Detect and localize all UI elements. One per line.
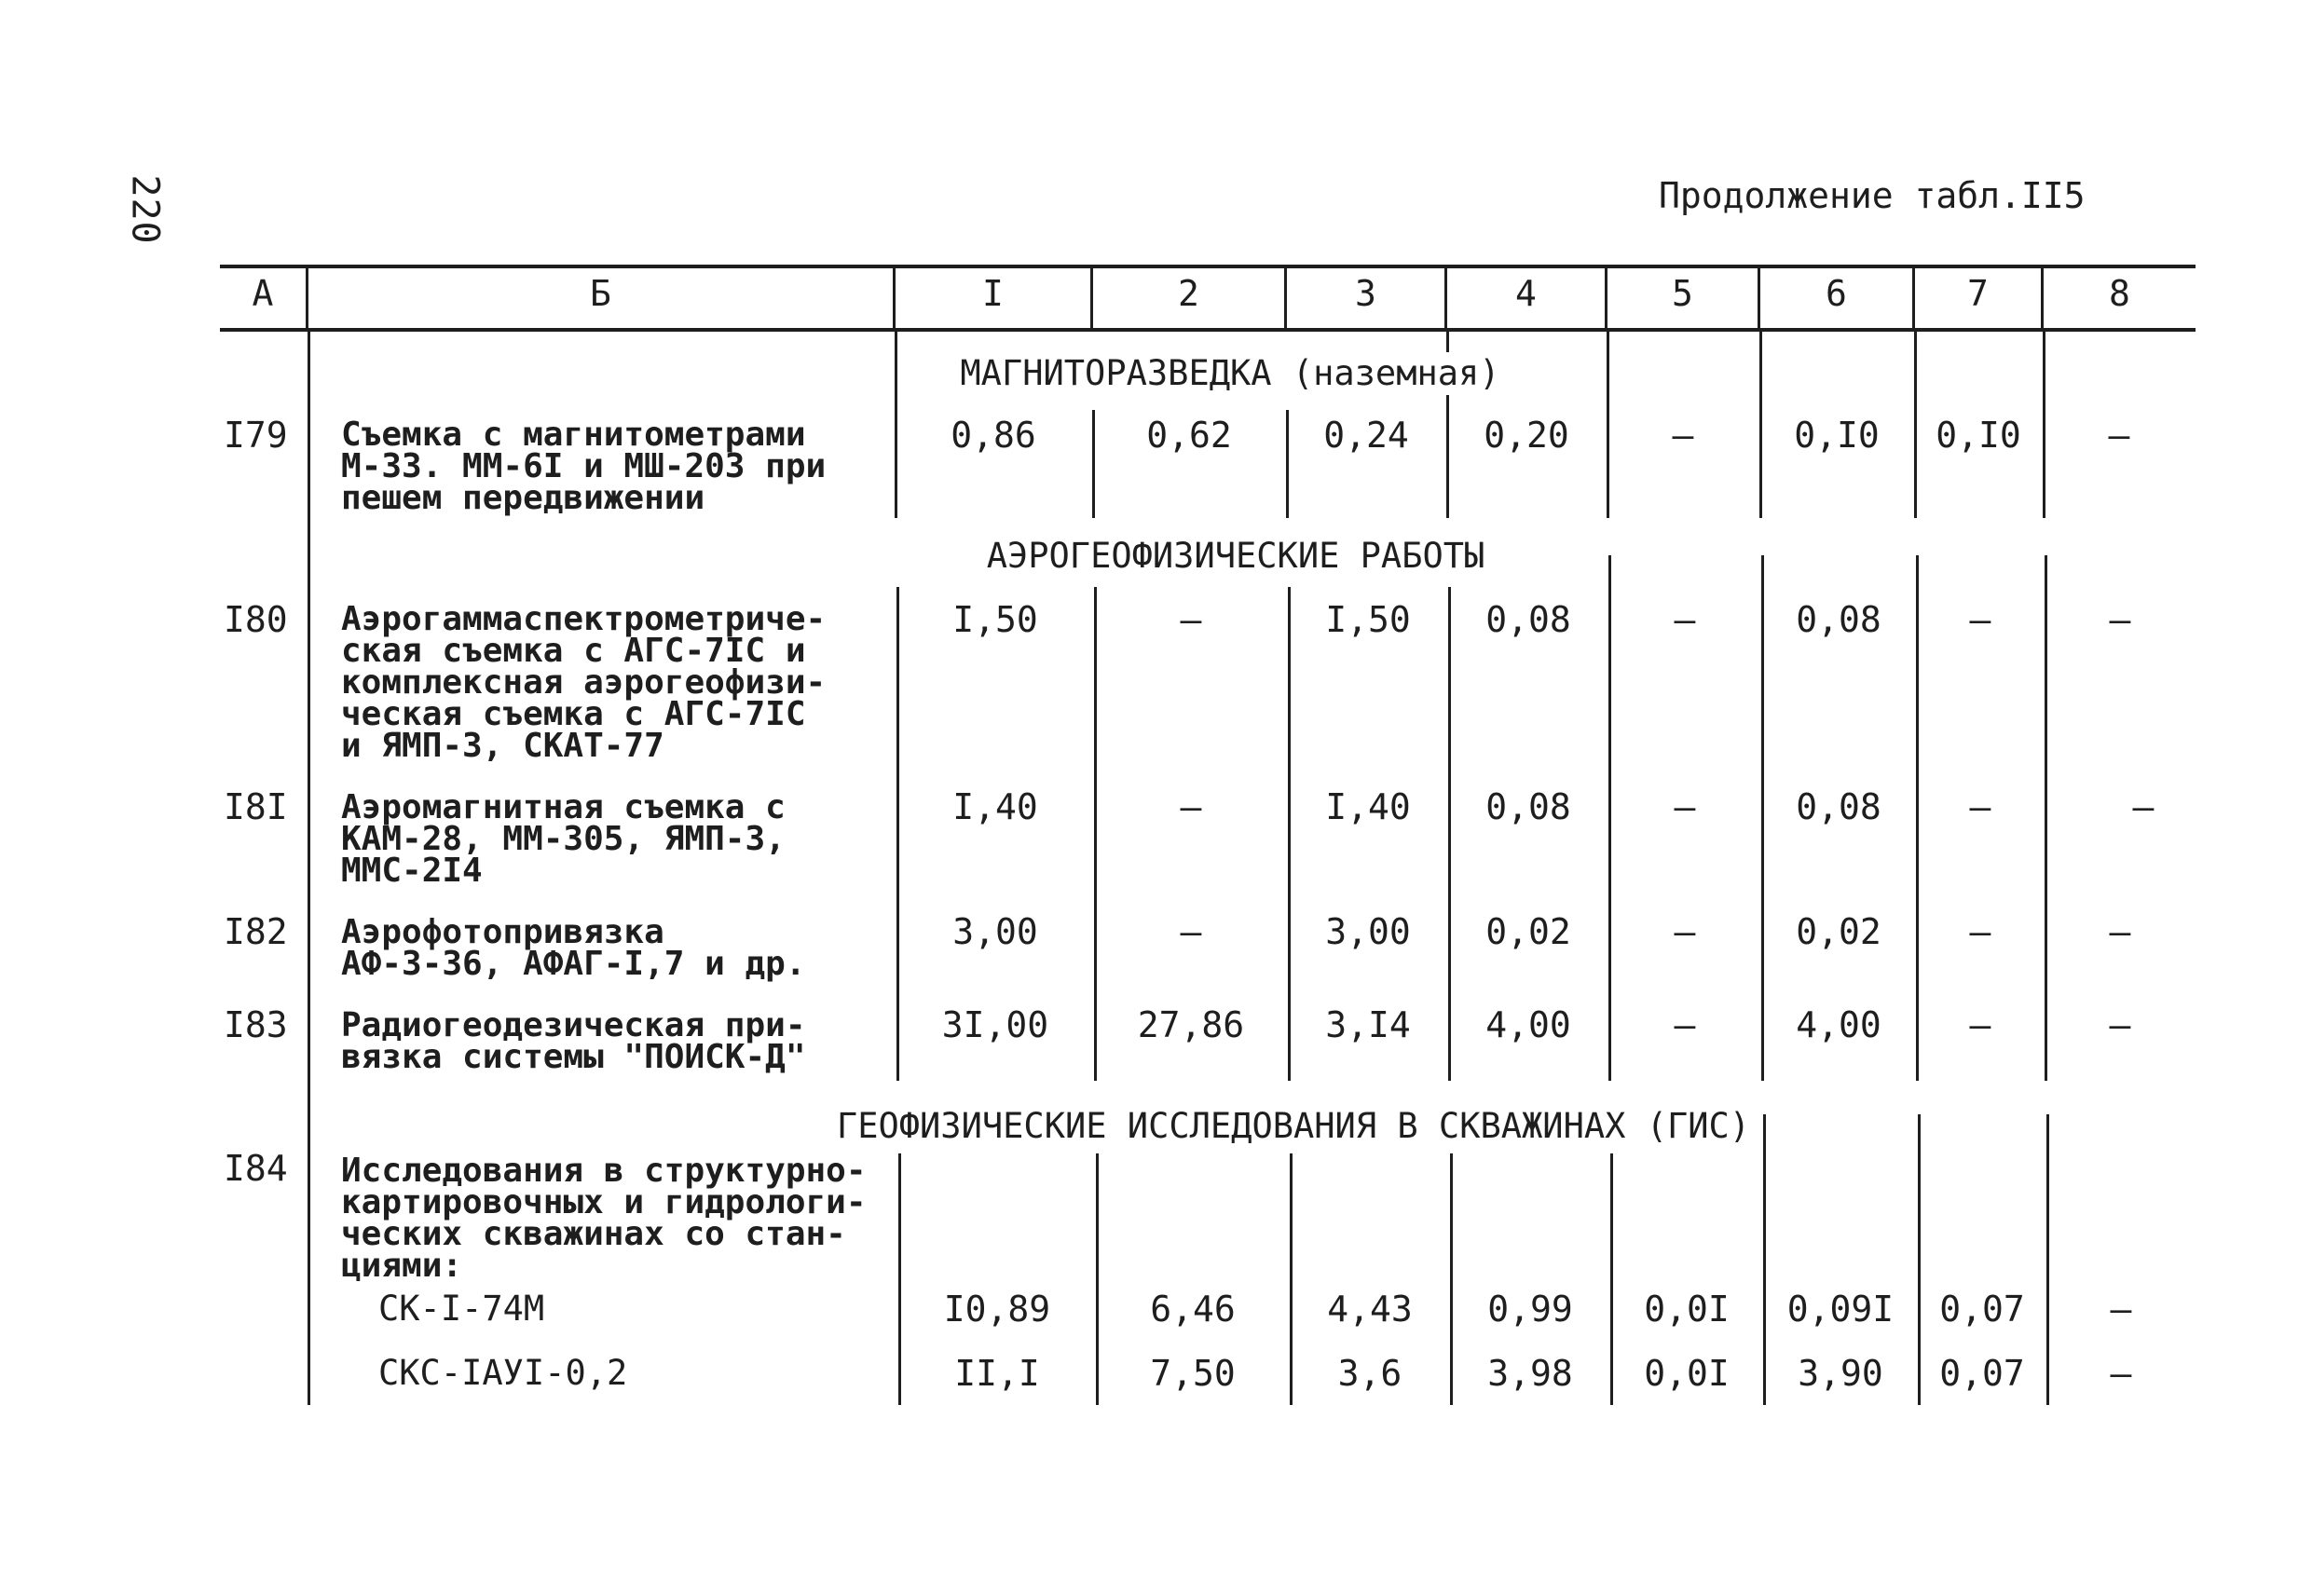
column-header-4: 4 [1515, 273, 1537, 314]
cell-col-4: 0,08 [1485, 786, 1571, 827]
column-header-3: 3 [1355, 273, 1376, 314]
cell-col-2: 27,86 [1137, 1004, 1245, 1045]
cell-col-2: 6,46 [1150, 1289, 1236, 1330]
page-number: 220 [123, 174, 167, 245]
cell-col-8: – [2108, 415, 2130, 456]
section-heading-magnetic: МАГНИТОРАЗВЕДКА (наземная) [956, 352, 1503, 395]
cell-col-7: – [1969, 599, 1991, 640]
row-number: I8I [224, 786, 288, 827]
cell-col-6: 3,90 [1798, 1353, 1883, 1394]
row-description: Исследования в структурно- картировочных и гидрологи- ческих скважинах со стан- циями: [341, 1152, 867, 1285]
cell-col-6: 0,08 [1796, 599, 1881, 640]
cell-col-1: I,40 [952, 786, 1038, 827]
cell-col-8: – [2110, 1289, 2132, 1330]
cell-col-3: 3,00 [1325, 911, 1411, 952]
column-header-b: Б [590, 273, 611, 314]
column-header-7: 7 [1967, 273, 1989, 314]
table-top-rule [220, 265, 2196, 268]
cell-col-7: 0,I0 [1936, 415, 2021, 456]
cell-col-1: I0,89 [943, 1289, 1051, 1330]
row-description: СК-I-74М [378, 1289, 545, 1329]
column-header-8: 8 [2109, 273, 2130, 314]
cell-col-5: 0,0I [1644, 1353, 1730, 1394]
cell-col-3: I,50 [1325, 599, 1411, 640]
body-divider-b [308, 332, 310, 1405]
cell-col-8: – [2109, 1004, 2131, 1045]
cell-col-7: – [1969, 911, 1991, 952]
cell-col-4: 4,00 [1485, 1004, 1571, 1045]
cell-col-1: 0,86 [951, 415, 1036, 456]
row-number: I79 [224, 415, 288, 456]
column-header-2: 2 [1178, 273, 1199, 314]
cell-col-4: 0,08 [1485, 599, 1571, 640]
cell-col-3: I,40 [1325, 786, 1411, 827]
row-description: Аэромагнитная съемка с КАМ-28, ММ-305, ЯМП-3, ММС-2I4 [341, 788, 786, 890]
cell-col-3: 4,43 [1327, 1289, 1413, 1330]
cell-col-4: 0,20 [1484, 415, 1569, 456]
column-header-5: 5 [1672, 273, 1693, 314]
cell-col-8: – [2109, 599, 2131, 640]
section-heading-aerogeophysics: АЭРОГЕОФИЗИЧЕСКИЕ РАБОТЫ [983, 535, 1489, 578]
cell-col-8: – [2109, 911, 2131, 952]
cell-col-7: 0,07 [1939, 1353, 2025, 1394]
cell-col-6: 0,08 [1796, 786, 1881, 827]
cell-col-5: – [1672, 415, 1694, 456]
continuation-title: Продолжение табл.II5 [1659, 175, 2086, 216]
cell-col-5: – [1674, 1004, 1696, 1045]
cell-col-3: 3,6 [1337, 1353, 1402, 1394]
row-number: I80 [224, 599, 288, 640]
cell-col-7: 0,07 [1939, 1289, 2025, 1330]
cell-col-5: 0,0I [1644, 1289, 1730, 1330]
cell-col-1: II,I [954, 1353, 1040, 1394]
row-description: Радиогеодезическая при- вязка системы "ПОИСК-Д" [341, 1006, 806, 1076]
cell-col-7: – [1969, 1004, 1991, 1045]
table-header-rule [220, 328, 2196, 332]
cell-col-3: 3,I4 [1325, 1004, 1411, 1045]
cell-col-6: 4,00 [1796, 1004, 1881, 1045]
cell-col-2: – [1180, 599, 1202, 640]
cell-col-5: – [1674, 599, 1696, 640]
cell-col-5: – [1674, 911, 1696, 952]
cell-col-4: 0,99 [1487, 1289, 1573, 1330]
cell-col-2: – [1180, 786, 1202, 827]
row-description: Аэрогаммаспектрометриче- ская съемка с АГС-7IС и комплексная аэрогеофизи- ческая съемка с АГС-7IС и ЯМП-3, СКАТ-77 [341, 600, 827, 765]
section-heading-well-logging: ГЕОФИЗИЧЕСКИЕ ИССЛЕДОВАНИЯ В СКВАЖИНАХ (ГИС) [833, 1105, 1754, 1148]
cell-col-1: 3,00 [952, 911, 1038, 952]
row-number: I84 [224, 1148, 288, 1189]
cell-col-4: 0,02 [1485, 911, 1571, 952]
row-description: Съемка с магнитометрами М-33. ММ-6I и МШ-203 при пешем передвижении [341, 416, 827, 517]
row-number: I83 [224, 1004, 288, 1045]
cell-col-2: 7,50 [1150, 1353, 1236, 1394]
cell-col-8: – [2132, 786, 2155, 827]
cell-col-8: – [2110, 1353, 2132, 1394]
cell-col-2: 0,62 [1146, 415, 1232, 456]
column-header-a: А [252, 273, 274, 314]
column-header-1: I [982, 273, 1004, 314]
cell-col-1: I,50 [952, 599, 1038, 640]
cell-col-6: 0,I0 [1794, 415, 1880, 456]
row-description: СКС-IАУI-0,2 [378, 1353, 628, 1393]
cell-col-4: 3,98 [1487, 1353, 1573, 1394]
cell-col-3: 0,24 [1323, 415, 1409, 456]
cell-col-5: – [1674, 786, 1696, 827]
cell-col-6: 0,02 [1796, 911, 1881, 952]
row-number: I82 [224, 911, 288, 952]
cell-col-2: – [1180, 911, 1202, 952]
cell-col-7: – [1969, 786, 1991, 827]
row-description: Аэрофотопривязка АФ-3-36, АФАГ-I,7 и др. [341, 913, 806, 983]
cell-col-6: 0,09I [1786, 1289, 1895, 1330]
cell-col-1: 3I,00 [941, 1004, 1049, 1045]
column-header-6: 6 [1826, 273, 1847, 314]
